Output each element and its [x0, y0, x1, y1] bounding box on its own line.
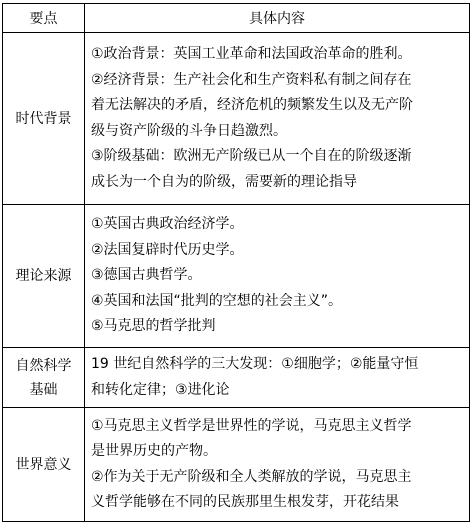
content-line: 是世界历史的产物。 — [91, 443, 217, 459]
row-key-line: 自然科学 — [15, 357, 72, 374]
content-line: 和转化定律；③进化论 — [91, 381, 230, 398]
content-line: ①英国古典政治经济学。 — [91, 216, 244, 233]
row-key: 理论来源 — [3, 205, 85, 348]
content-line: 成长为一个自为的阶级，需要新的理论指导 — [91, 173, 357, 190]
row-content — [85, 408, 470, 522]
content-line: ⑤马克思的哲学批判 — [91, 318, 216, 335]
content-line: ②经济背景：生产社会化和生产资料私有制之间存在 — [91, 71, 412, 88]
content-line: ②法国复辟时代历史学。 — [91, 241, 244, 258]
content-line: ④英国和法国“批判的空想的社会主义”。 — [91, 292, 343, 309]
row-content — [85, 348, 470, 408]
row-key — [3, 348, 85, 408]
table-row-times-background — [3, 33, 470, 205]
row-key-line: 基础 — [29, 381, 58, 398]
content-line: ①马克思主义哲学是世界性的学说，马克思主义哲学 — [91, 417, 412, 434]
header-content: 具体内容 — [85, 4, 470, 33]
content-line: 级与资产阶级的斗争日趋激烈。 — [91, 122, 287, 139]
table-row-theory-sources — [3, 205, 470, 348]
table-row-world-significance — [3, 408, 470, 522]
content-table-wrapper — [2, 3, 469, 522]
row-key: 世界意义 — [3, 408, 85, 522]
content-table — [2, 3, 470, 522]
row-content — [85, 205, 470, 348]
content-line: 义哲学能够在不同的民族那里生根发芽，开花结果 — [91, 494, 399, 510]
row-content — [85, 33, 470, 205]
header-row — [3, 4, 470, 33]
content-line: ②作为关于无产阶级和全人类解放的学说，马克思主 — [91, 468, 412, 485]
content-line: ③德国古典哲学。 — [91, 267, 202, 284]
row-key: 时代背景 — [3, 33, 85, 205]
header-key: 要点 — [3, 4, 85, 33]
content-line: 着无法解决的矛盾，经济危机的频繁发生以及无产阶 — [91, 97, 413, 113]
content-line: 19 世纪自然科学的三大发现：①细胞学；②能量守恒 — [91, 356, 419, 372]
table-row-science-basis — [3, 348, 470, 408]
content-line: ③阶级基础：欧洲无产阶级已从一个自在的阶级逐渐 — [91, 148, 412, 164]
content-line: ①政治背景：英国工业革命和法国政治革命的胜利。 — [91, 46, 412, 62]
